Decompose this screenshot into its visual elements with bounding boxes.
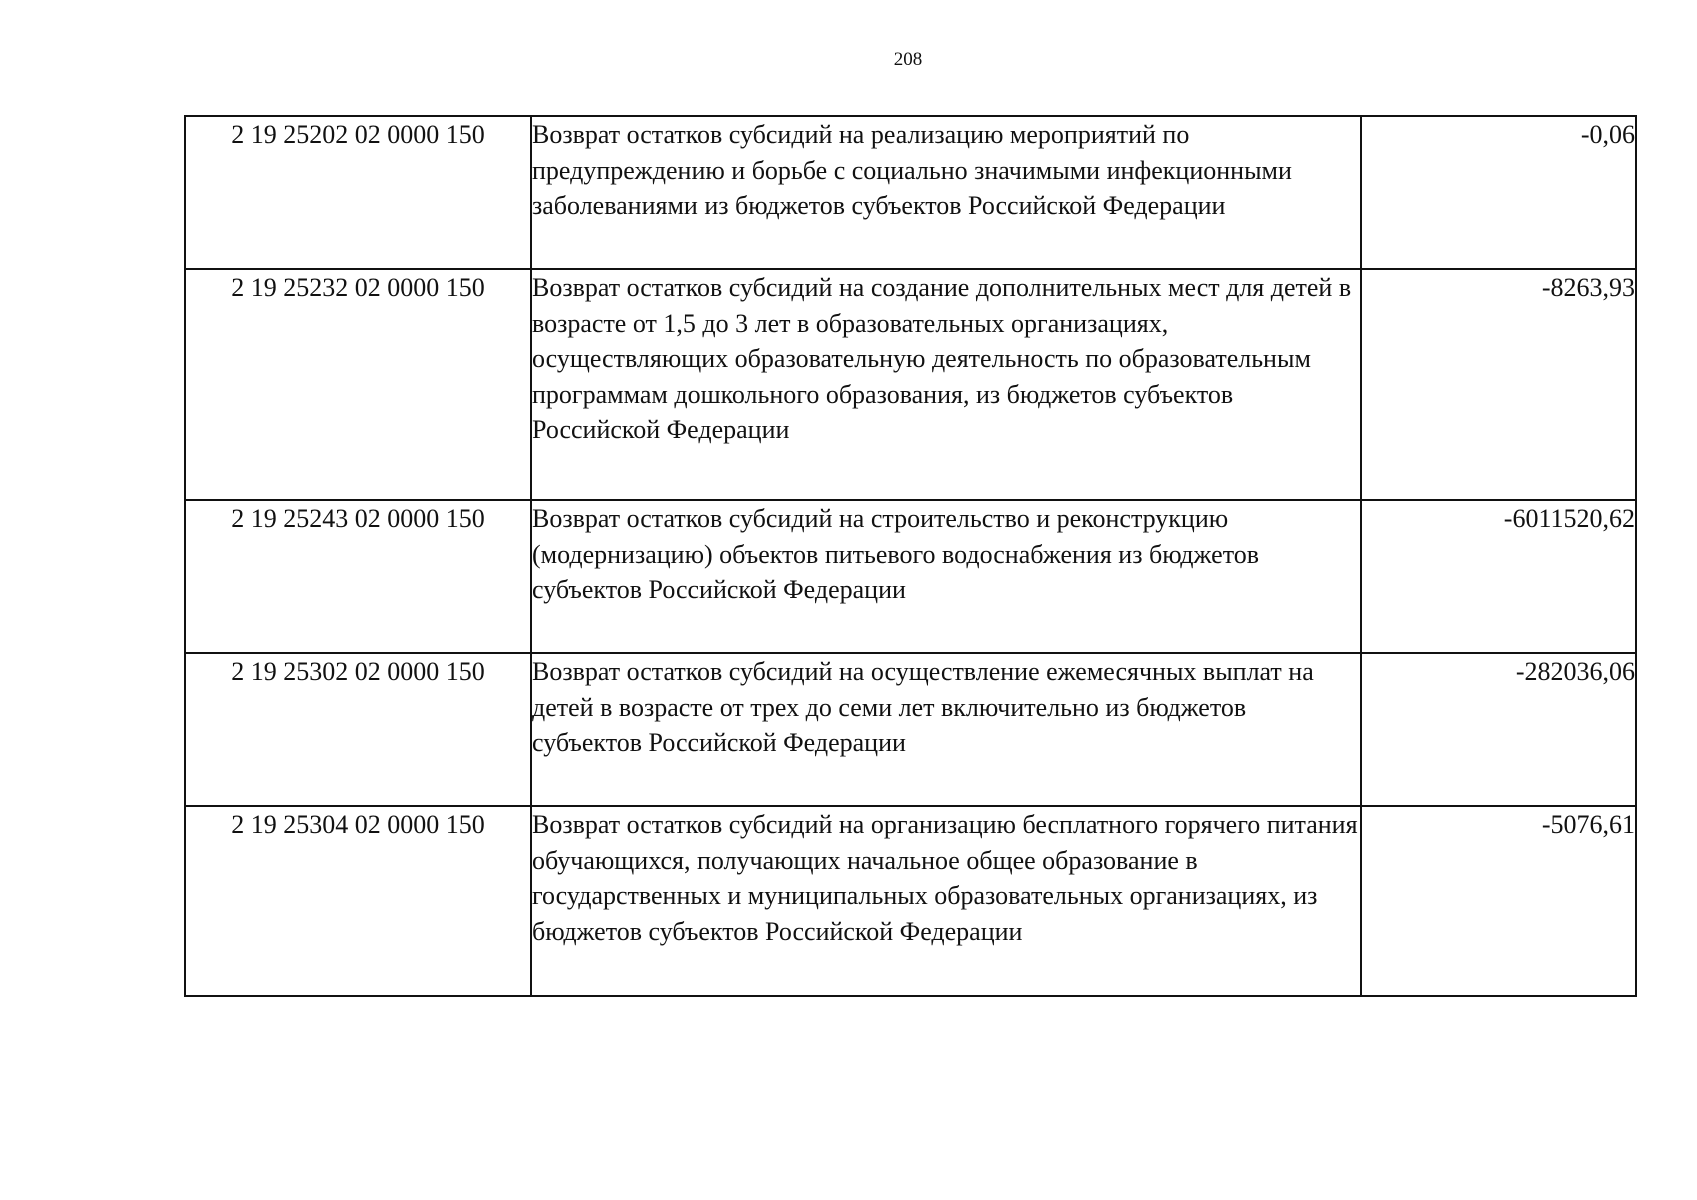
budget-code: 2 19 25243 02 0000 150 xyxy=(185,500,531,653)
table-row xyxy=(185,500,1636,653)
budget-table xyxy=(184,115,1637,997)
budget-code: 2 19 25302 02 0000 150 xyxy=(185,653,531,806)
row-amount: -6011520,62 xyxy=(1361,500,1636,653)
row-amount: -0,06 xyxy=(1361,116,1636,269)
row-amount: -282036,06 xyxy=(1361,653,1636,806)
row-amount: -8263,93 xyxy=(1361,269,1636,500)
table-row xyxy=(185,653,1636,806)
row-description: Возврат остатков субсидий на создание дополнительных мест для детей в возрасте от 1,5 до 3 лет в образовательных организациях, осуществляющих образовательную деятельность по образовательным программам дошкольного образования, из бюджетов субъектов Российской Федерации xyxy=(531,269,1361,500)
row-description: Возврат остатков субсидий на реализацию мероприятий по предупреждению и борьбе с социально значимыми инфекционными заболеваниями из бюджетов субъектов Российской Федерации xyxy=(531,116,1361,269)
page-number: 208 xyxy=(893,49,923,70)
row-description: Возврат остатков субсидий на строительство и реконструкцию (модернизацию) объектов питьевого водоснабжения из бюджетов субъектов Российской Федерации xyxy=(531,500,1361,653)
budget-code: 2 19 25304 02 0000 150 xyxy=(185,806,531,996)
budget-code: 2 19 25202 02 0000 150 xyxy=(185,116,531,269)
row-description: Возврат остатков субсидий на осуществление ежемесячных выплат на детей в возрасте от трех до семи лет включительно из бюджетов субъектов Российской Федерации xyxy=(531,653,1361,806)
row-amount: -5076,61 xyxy=(1361,806,1636,996)
budget-code: 2 19 25232 02 0000 150 xyxy=(185,269,531,500)
table-row xyxy=(185,806,1636,996)
row-description: Возврат остатков субсидий на организацию бесплатного горячего питания обучающихся, получающих начальное общее образование в государственных и муниципальных образовательных организациях, из бюджетов субъектов Российской Федерации xyxy=(531,806,1361,996)
table-row xyxy=(185,116,1636,269)
table-row xyxy=(185,269,1636,500)
